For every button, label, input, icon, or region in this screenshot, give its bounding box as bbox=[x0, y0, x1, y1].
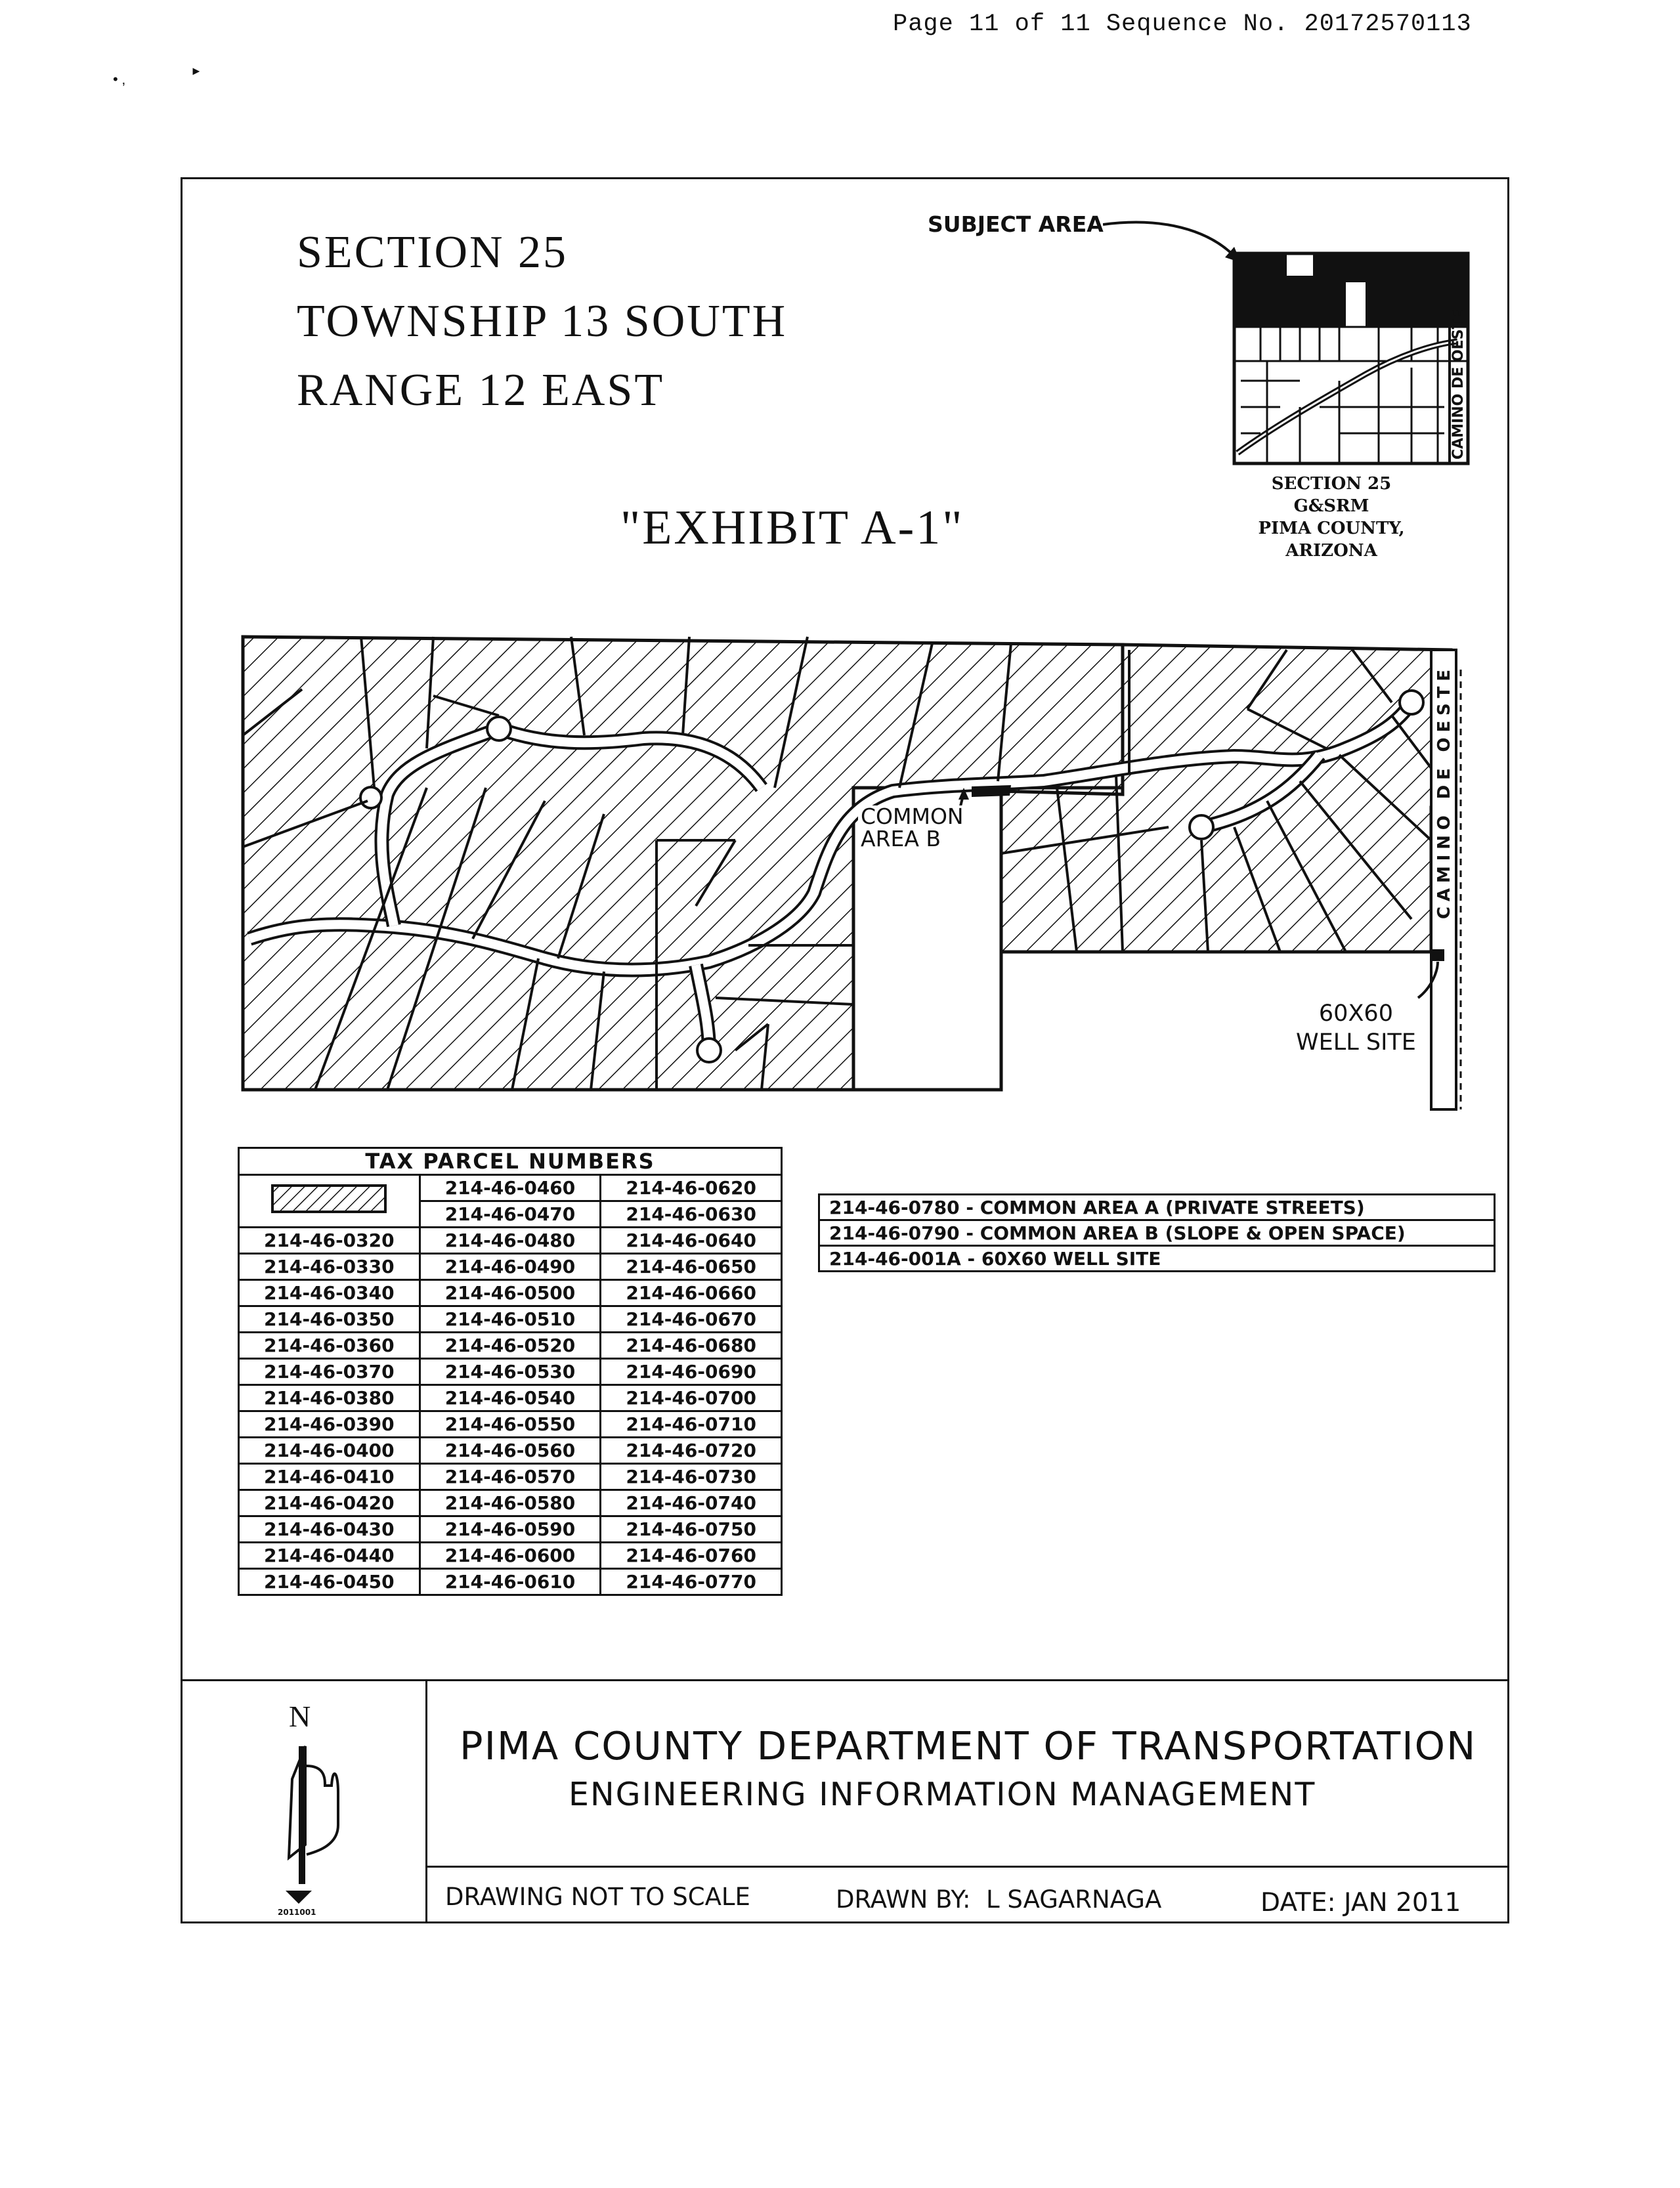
parcel-cell: 214-46-0410 bbox=[239, 1464, 420, 1490]
parcel-cell: 214-46-0460 bbox=[420, 1175, 601, 1201]
well-site-line1: 60X60 bbox=[1318, 1000, 1393, 1027]
inset-road-label: CAMINO DE OESTE bbox=[1450, 309, 1467, 460]
inset-caption-meridian: G&SRM bbox=[1293, 496, 1369, 516]
north-arrow-cactus-icon bbox=[279, 1740, 345, 1910]
parcel-cell: 214-46-0510 bbox=[420, 1306, 601, 1333]
logo-number: 2011001 bbox=[278, 1908, 316, 1917]
parcel-cell: 214-46-0590 bbox=[420, 1516, 601, 1543]
well-site-marker bbox=[1432, 949, 1444, 961]
parcel-cell: 214-46-0490 bbox=[420, 1254, 601, 1280]
parcel-cell: 214-46-0400 bbox=[239, 1438, 420, 1464]
parcel-cell: 214-46-0610 bbox=[420, 1569, 601, 1595]
subdivision-map bbox=[236, 630, 1471, 1129]
note-row: 214-46-001A - 60X60 WELL SITE bbox=[819, 1246, 1495, 1272]
cul-de-sac bbox=[1400, 691, 1423, 714]
common-area-table bbox=[818, 1193, 1496, 1272]
parcel-cell: 214-46-0380 bbox=[239, 1385, 420, 1411]
parcel-table-title: TAX PARCEL NUMBERS bbox=[239, 1148, 782, 1175]
parcel-cell: 214-46-0690 bbox=[601, 1359, 782, 1385]
well-site-label bbox=[1292, 999, 1420, 1057]
section-title: SECTION 25 bbox=[297, 227, 569, 278]
common-area-b-block bbox=[972, 785, 1011, 797]
parcel-cell: 214-46-0560 bbox=[420, 1438, 601, 1464]
parcel-cell: 214-46-0370 bbox=[239, 1359, 420, 1385]
inset-caption-county: PIMA COUNTY, ARIZONA bbox=[1258, 519, 1405, 561]
parcel-cell: 214-46-0440 bbox=[239, 1543, 420, 1569]
parcel-cell: 214-46-0770 bbox=[601, 1569, 782, 1595]
cul-de-sac bbox=[360, 787, 381, 808]
main-road-label: CAMINO DE OESTE bbox=[1434, 670, 1454, 919]
parcel-cell: 214-46-0720 bbox=[601, 1438, 782, 1464]
parcel-cell: 214-46-0710 bbox=[601, 1411, 782, 1438]
parcel-cell: 214-46-0580 bbox=[420, 1490, 601, 1516]
cul-de-sac bbox=[697, 1039, 721, 1062]
inset-caption-section: SECTION 25 bbox=[1271, 474, 1392, 494]
parcel-cell: 214-46-0750 bbox=[601, 1516, 782, 1543]
parcel-cell: 214-46-0740 bbox=[601, 1490, 782, 1516]
parcel-cell: 214-46-0650 bbox=[601, 1254, 782, 1280]
range-title: RANGE 12 EAST bbox=[297, 365, 665, 416]
subject-area-arrow bbox=[1103, 223, 1234, 256]
footer-divider bbox=[425, 1679, 427, 1923]
org-line2: ENGINEERING INFORMATION MANAGEMENT bbox=[569, 1776, 1316, 1813]
parcel-cell: 214-46-0730 bbox=[601, 1464, 782, 1490]
parcel-cell: 214-46-0430 bbox=[239, 1516, 420, 1543]
parcel-cell: 214-46-0680 bbox=[601, 1333, 782, 1359]
parcel-cell: 214-46-0480 bbox=[420, 1228, 601, 1254]
tax-parcel-table bbox=[238, 1147, 783, 1596]
parcel-cell: 214-46-0360 bbox=[239, 1333, 420, 1359]
parcel-cell: 214-46-0420 bbox=[239, 1490, 420, 1516]
north-letter: N bbox=[289, 1700, 311, 1733]
parcel-cell: 214-46-0530 bbox=[420, 1359, 601, 1385]
common-area-b-label bbox=[858, 805, 966, 850]
parcel-cell: 214-46-0390 bbox=[239, 1411, 420, 1438]
note-row: 214-46-0790 - COMMON AREA B (SLOPE & OPEN SPACE) bbox=[819, 1220, 1495, 1246]
page-sequence-header: Page 11 of 11 Sequence No. 20172570113 bbox=[893, 11, 1472, 38]
parcel-cell: 214-46-0320 bbox=[239, 1228, 420, 1254]
scale-note: DRAWING NOT TO SCALE bbox=[445, 1883, 750, 1911]
parcel-cell: 214-46-0670 bbox=[601, 1306, 782, 1333]
cul-de-sac bbox=[1190, 815, 1213, 839]
parcel-cell: 214-46-0640 bbox=[601, 1228, 782, 1254]
parcel-cell: 214-46-0700 bbox=[601, 1385, 782, 1411]
parcel-cell: 214-46-0520 bbox=[420, 1333, 601, 1359]
exhibit-title: "EXHIBIT A-1" bbox=[620, 501, 964, 555]
parcel-cell: 214-46-0600 bbox=[420, 1543, 601, 1569]
parcel-cell: 214-46-0760 bbox=[601, 1543, 782, 1569]
footer-top-rule bbox=[181, 1679, 1509, 1681]
parcel-cell: 214-46-0630 bbox=[601, 1201, 782, 1228]
org-line1: PIMA COUNTY DEPARTMENT OF TRANSPORTATION bbox=[460, 1723, 1477, 1769]
parcel-cell: 214-46-0550 bbox=[420, 1411, 601, 1438]
scan-mark: • ‚ bbox=[113, 71, 125, 87]
parcel-cell: 214-46-0500 bbox=[420, 1280, 601, 1306]
parcel-cell: 214-46-0620 bbox=[601, 1175, 782, 1201]
parcel-cell: 214-46-0660 bbox=[601, 1280, 782, 1306]
well-site-line2: WELL SITE bbox=[1296, 1029, 1416, 1056]
parcel-cell: 214-46-0540 bbox=[420, 1385, 601, 1411]
parcel-cell: 214-46-0470 bbox=[420, 1201, 601, 1228]
common-area-b-line1: COMMON bbox=[861, 804, 964, 829]
note-row: 214-46-0780 - COMMON AREA A (PRIVATE STREETS) bbox=[819, 1195, 1495, 1220]
cul-de-sac bbox=[487, 717, 511, 740]
parcel-cell: 214-46-0340 bbox=[239, 1280, 420, 1306]
location-inset-map bbox=[1103, 210, 1497, 486]
parcel-cell: 214-46-0350 bbox=[239, 1306, 420, 1333]
common-area-b-line2: AREA B bbox=[861, 826, 941, 851]
drawing-date: DATE: JAN 2011 bbox=[1260, 1888, 1461, 1918]
parcel-cell: 214-46-0450 bbox=[239, 1569, 420, 1595]
inset-caption bbox=[1213, 473, 1450, 562]
parcel-cell: 214-46-0570 bbox=[420, 1464, 601, 1490]
parcel-cell: 214-46-0330 bbox=[239, 1254, 420, 1280]
footer-mid-rule bbox=[425, 1866, 1509, 1868]
drawn-by: DRAWN BY: L SAGARNAGA bbox=[836, 1885, 1162, 1914]
scan-arrow: ► bbox=[190, 64, 202, 77]
hatch-legend-swatch bbox=[239, 1175, 420, 1228]
township-title: TOWNSHIP 13 SOUTH bbox=[297, 296, 788, 347]
subject-area-label: SUBJECT AREA bbox=[928, 211, 1104, 237]
